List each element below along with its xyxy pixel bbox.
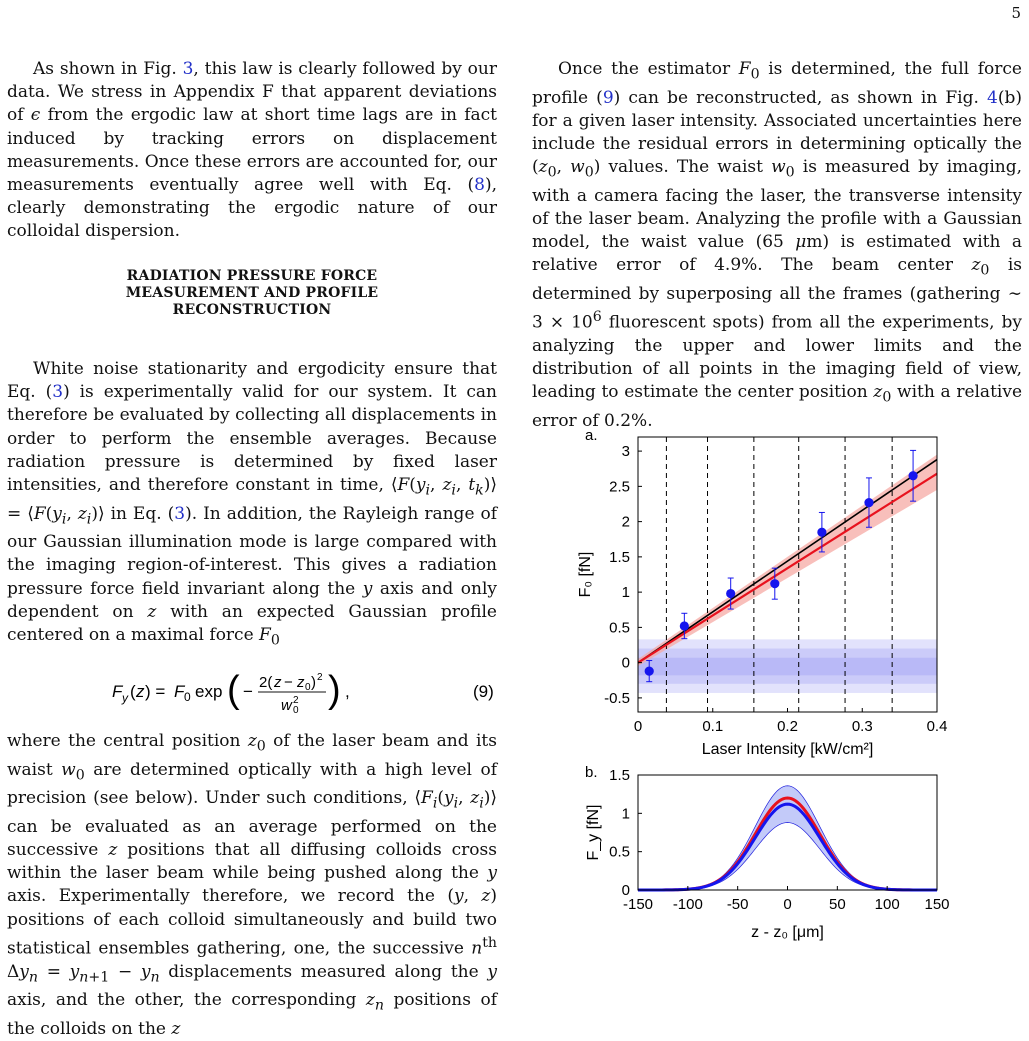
svg-text:w: w (281, 697, 292, 714)
y-tick-label: 0 (621, 882, 630, 899)
svg-text:2: 2 (317, 672, 323, 683)
y-tick-label: 1.5 (609, 548, 630, 566)
x-tick-label: 0 (783, 896, 792, 913)
page-number: 5 (1011, 4, 1021, 22)
svg-text:exp: exp (195, 682, 223, 701)
x-tick-label: 50 (828, 896, 846, 913)
y-tick-label: 0.5 (609, 619, 630, 637)
noise-band (638, 658, 937, 676)
svg-text:0: 0 (293, 705, 299, 714)
svg-text:−: − (243, 682, 253, 701)
axes-frame (638, 775, 937, 890)
svg-text:) =: ) = (145, 682, 166, 701)
fit-confidence-band (638, 455, 937, 667)
data-point (726, 589, 735, 598)
svg-text:): ) (328, 669, 341, 711)
svg-text:F: F (174, 682, 185, 701)
x-tick-label: 0.1 (702, 718, 724, 735)
x-tick-label: 150 (924, 896, 950, 913)
noise-band (638, 639, 937, 693)
svg-text:0: 0 (184, 690, 191, 704)
chart-panel-a (577, 427, 947, 758)
svg-text:): ) (311, 674, 316, 691)
panel-label-b: b. (585, 764, 598, 781)
y-tick-label: 2.5 (609, 478, 630, 496)
svg-text:(: ( (227, 669, 240, 711)
section-heading: RADIATION PRESSURE FORCE MEASUREMENT AND PROFILE RECONSTRUCTION (125, 268, 379, 318)
y-tick-label: 1.5 (609, 767, 630, 784)
svg-text:2: 2 (293, 695, 299, 706)
x-tick-label: -150 (622, 896, 654, 913)
force-profile-line (638, 804, 937, 890)
svg-text:F: F (112, 682, 123, 701)
x-tick-label: 0 (633, 718, 643, 735)
y-tick-label: 0.5 (609, 843, 630, 861)
y-tick-label: 3 (621, 443, 630, 461)
y-tick-label: 1 (621, 805, 630, 823)
svg-text:y: y (122, 691, 128, 705)
svg-text:2(: 2( (259, 674, 273, 691)
y-tick-label: 2 (621, 513, 630, 531)
right-paragraph-1: Once the estimator $F_0$ is determined, the full force profile (9) can be reconstructed, as shown in Fig. 4(b) for a given laser intensity. Associated uncertainties here include the residual errors in determining optically the ($z_0$, $w_0$) values. The waist $w_0$ is measured by imaging, with a camera facing the laser, the transverse intensity of the laser beam. Analyzing the profile with a Gaussian model, the waist value (65 μm) is estimated with a relative error of 4.9%. The beam center $z_0$ is determined by superposing all the frames (gathering ∼ $3 \times 10^6$ fluorescent spots) from all the experiments, by analyzing the upper and lower limits and the distribution of all points in the imaging field of view, leading to estimate the center position $z_0$ with a relative error of 0.2%. (532, 59, 1023, 432)
data-point (645, 667, 654, 676)
svg-text:z: z (136, 682, 145, 701)
left-paragraph-1: As shown in Fig. 3, this law is clearly followed by our data. We stress in Appendix F that apparent deviations of ϵ from the ergodic law at short time lags are in fact induced by tracking errors on displacement measurements. Once these errors are accounted for, our measurements eventually agree well with Eq. (8), clearly demonstrating the ergodic nature of our colloidal dispersion. (7, 59, 497, 242)
x-axis-label: z - z₀ [μm] (751, 924, 824, 941)
left-paragraph-3: where the central position $z_0$ of the laser beam and its waist $w_0$ are determined optically with a high level of precision (see below). Under such conditions, $⟨F_i(y_i$, $z_i)⟩$ can be evaluated as an average performed on the successive z positions that all diffusing colloids cross within the laser beam while being pushed along the y axis. Experimentally therefore, we record the (y, z) positions of each colloid simultaneously and build two statistical ensembles gathering, one, the successive $n^{th}$ $\Delta y_n = y_{n+1} - y_n$ displacements measured along the y axis, and the other, the corresponding $z_n$ positions of the colloids on the z (7, 731, 497, 1039)
data-point (817, 528, 826, 537)
svg-text:−: − (284, 674, 293, 691)
y-tick-label: 1 (621, 584, 630, 602)
equation-9 (7, 668, 497, 714)
data-point (770, 579, 779, 588)
y-axis-label: F_y [fN] (585, 804, 602, 861)
svg-text:z: z (297, 674, 305, 691)
svg-text:z: z (274, 674, 282, 691)
y-tick-label: 0 (621, 654, 630, 672)
x-tick-label: -50 (726, 896, 749, 913)
chart-panel-b (585, 764, 950, 941)
black-fit-line (638, 460, 937, 663)
noise-band (638, 649, 937, 684)
y-tick-label: -0.5 (604, 689, 630, 707)
equation-number: (9) (473, 682, 494, 701)
red-fit-line (638, 474, 937, 663)
y-axis-label: F₀ [fN] (577, 551, 594, 598)
panel-label-a: a. (585, 427, 598, 444)
x-tick-label: 0.4 (926, 718, 948, 735)
svg-text:(: ( (130, 682, 136, 701)
svg-text:0: 0 (305, 682, 311, 693)
uncertainty-band (638, 786, 937, 890)
x-tick-label: 0.3 (851, 718, 873, 735)
data-point (864, 498, 873, 507)
left-paragraph-2: White noise stationarity and ergodicity ensure that Eq. (3) is experimentally valid for our system. It can therefore be evaluated by collecting all displacements in order to perform the ensemble averages. Because radiation pressure is determined by fixed laser intensities, and therefore constant in time, $⟨F(y_i$, $z_i$, $t_k)⟩$ = $⟨F(y_i$, $z_i)⟩$ in Eq. (3). In addition, the Rayleigh range of our Gaussian illumination mode is large compared with the imaging region-of-interest. This gives a radiation pressure force field invariant along the y axis and only dependent on z with an expected Gaussian profile centered on a maximal force $F_0$ (7, 359, 498, 649)
x-tick-label: 100 (874, 896, 900, 913)
x-tick-label: 0.2 (777, 718, 798, 735)
force-profile-line (638, 798, 937, 890)
x-tick-label: -100 (672, 896, 703, 913)
data-point (680, 621, 689, 630)
svg-text:,: , (345, 682, 350, 701)
data-point (908, 471, 917, 480)
x-axis-label: Laser Intensity [kW/cm²] (701, 741, 874, 758)
axes-frame (638, 437, 937, 712)
